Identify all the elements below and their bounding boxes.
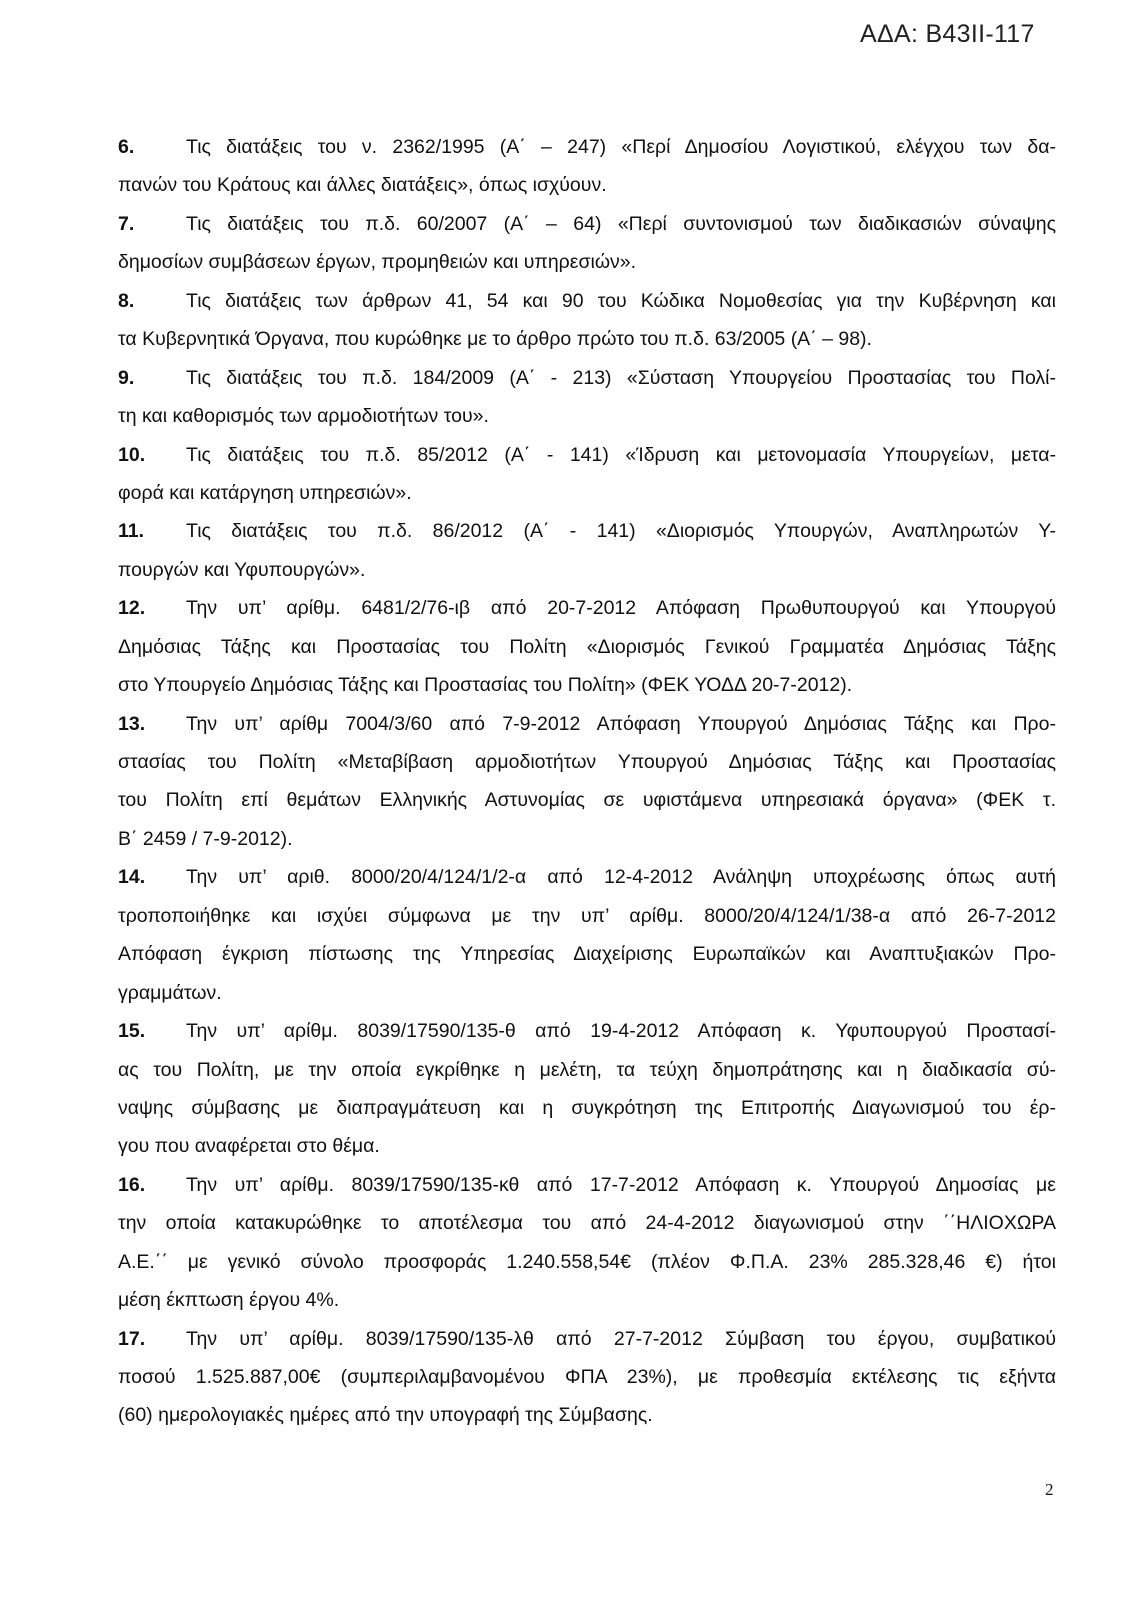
paragraph-text: Τις διατάξεις του π.δ. 86/2012 (Α΄ - 141) «Διορισμός Υπουργών, Αναπληρωτών Υ-: [186, 520, 1056, 543]
document-body: [118, 128, 1056, 1435]
text-line: [118, 666, 1056, 704]
text-line: [118, 551, 1056, 589]
paragraph-text: στο Υπουργείο Δημόσιας Τάξης και Προστασίας του Πολίτη» (ΦΕΚ ΥΟΔΔ 20-7-2012).: [118, 674, 853, 697]
text-line: [118, 1358, 1056, 1396]
paragraph-text: γου που αναφέρεται στο θέμα.: [118, 1135, 380, 1158]
paragraph-text: Τις διατάξεις των άρθρων 41, 54 και 90 του Κώδικα Νομοθεσίας για την Κυβέρνηση και: [186, 289, 1056, 312]
paragraph-text: Τις διατάξεις του ν. 2362/1995 (Α΄ – 247) «Περί Δημοσίου Λογιστικού, ελέγχου των δα-: [186, 136, 1056, 158]
text-line: [118, 397, 1056, 435]
numbered-paragraph: [118, 1320, 1056, 1435]
numbered-paragraph: [118, 205, 1056, 282]
paragraph-text: μέση έκπτωση έργου 4%.: [118, 1289, 340, 1312]
paragraph-text: τη και καθορισμός των αρμοδιοτήτων του».: [118, 405, 489, 428]
text-line: [118, 282, 1056, 320]
text-line: [118, 1089, 1056, 1127]
paragraph-text: τροποποιήθηκε και ισχύει σύμφωνα με την υπ’ αρίθμ. 8000/20/4/124/1/38-α από 26-7-2012: [118, 904, 1056, 927]
text-line: [118, 1127, 1056, 1165]
paragraph-number: 7.: [118, 212, 135, 235]
paragraph-number: 15.: [118, 1020, 146, 1043]
paragraph-text: Την υπ’ αρίθμ. 8039/17590/135-λθ από 27-7-2012 Σύμβαση του έργου, συμβατικού: [186, 1327, 1056, 1350]
text-line: [118, 359, 1056, 397]
text-line: [118, 858, 1056, 896]
paragraph-text: δημοσίων συμβάσεων έργων, προμηθειών και υπηρεσιών».: [118, 251, 637, 274]
paragraph-text: Τις διατάξεις του π.δ. 184/2009 (Α΄ - 213) «Σύσταση Υπουργείου Προστασίας του Πολί-: [186, 366, 1056, 389]
numbered-paragraph: [118, 1012, 1056, 1166]
numbered-paragraph: [118, 589, 1056, 704]
text-line: [118, 205, 1056, 243]
text-line: [118, 897, 1056, 935]
numbered-paragraph: [118, 1166, 1056, 1320]
paragraph-number: 9.: [118, 366, 135, 389]
paragraph-text: (60) ημερολογιακές ημέρες από την υπογραφή της Σύμβασης.: [118, 1404, 653, 1427]
paragraph-text: γραμμάτων.: [118, 981, 222, 1004]
numbered-paragraph: [118, 705, 1056, 859]
paragraph-text: την οποία κατακυρώθηκε το αποτέλεσμα του από 24-4-2012 διαγωνισμού στην ΄΄ΗΛΙΟΧΩΡΑ: [118, 1212, 1056, 1235]
paragraph-text: Α.Ε.΄΄ με γενικό σύνολο προσφοράς 1.240.558,54€ (πλέον Φ.Π.Α. 23% 285.328,46 €) ήτοι: [118, 1250, 1056, 1273]
paragraph-text: Τις διατάξεις του π.δ. 60/2007 (Α΄ – 64) «Περί συντονισμού των διαδικασιών σύναψης: [186, 212, 1056, 235]
numbered-paragraph: [118, 858, 1056, 1012]
text-line: [118, 743, 1056, 781]
paragraph-text: τα Κυβερνητικά Όργανα, που κυρώθηκε με το άρθρο πρώτο του π.δ. 63/2005 (Α΄ – 98).: [118, 328, 872, 351]
paragraph-text: στασίας του Πολίτη «Μεταβίβαση αρμοδιοτήτων Υπουργού Δημόσιας Τάξης και Προστασίας: [118, 751, 1056, 773]
paragraph-text: Β΄ 2459 / 7-9-2012).: [118, 827, 293, 850]
paragraph-text: Την υπ’ αρίθμ. 8039/17590/135-θ από 19-4-2012 Απόφαση κ. Υφυπουργού Προστασί-: [186, 1020, 1056, 1043]
text-line: [118, 1012, 1056, 1050]
paragraph-text: Απόφαση έγκριση πίστωσης της Υπηρεσίας Διαχείρισης Ευρωπαϊκών και Αναπτυξιακών Προ-: [118, 943, 1056, 966]
paragraph-number: 14.: [118, 866, 146, 889]
text-line: [118, 589, 1056, 627]
paragraph-text: Δημόσιας Τάξης και Προστασίας του Πολίτη «Διορισμός Γενικού Γραμματέα Δημόσιας Τάξης: [118, 635, 1056, 658]
paragraph-number: 10.: [118, 443, 146, 466]
paragraph-text: ας του Πολίτη, με την οποία εγκρίθηκε η μελέτη, τα τεύχη δημοπράτησης και η διαδικασία σύ-: [118, 1058, 1056, 1081]
paragraph-text: φορά και κατάργηση υπηρεσιών».: [118, 481, 412, 504]
text-line: [118, 1396, 1056, 1434]
text-line: [118, 474, 1056, 512]
text-line: [118, 243, 1056, 281]
text-line: [118, 820, 1056, 858]
text-line: [118, 166, 1056, 204]
paragraph-number: 13.: [118, 712, 146, 735]
numbered-paragraph: [118, 436, 1056, 513]
numbered-paragraph: [118, 359, 1056, 436]
numbered-paragraph: [118, 512, 1056, 589]
text-line: [118, 1204, 1056, 1242]
document-ada-code: ΑΔΑ: Β43ΙΙ-117: [860, 20, 1035, 48]
paragraph-number: 6.: [118, 136, 135, 158]
text-line: [118, 1166, 1056, 1204]
page-number: 2: [1045, 1480, 1054, 1499]
paragraph-text: πανών του Κράτους και άλλες διατάξεις», όπως ισχύουν.: [118, 174, 607, 197]
text-line: [118, 781, 1056, 819]
paragraph-text: Τις διατάξεις του π.δ. 85/2012 (Α΄ - 141) «Ίδρυση και μετονομασία Υπουργείων, μετα-: [186, 443, 1056, 466]
text-line: [118, 1281, 1056, 1319]
text-line: [118, 320, 1056, 358]
numbered-paragraph: [118, 282, 1056, 359]
text-line: [118, 628, 1056, 666]
paragraph-text: ναψης σύμβασης με διαπραγμάτευση και η συγκρότηση της Επιτροπής Διαγωνισμού του έρ-: [118, 1096, 1056, 1119]
paragraph-number: 17.: [118, 1327, 146, 1350]
text-line: [118, 1051, 1056, 1089]
numbered-paragraph: [118, 128, 1056, 205]
paragraph-text: Την υπ’ αριθ. 8000/20/4/124/1/2-α από 12-4-2012 Ανάληψη υποχρέωσης όπως αυτή: [186, 866, 1056, 889]
paragraph-text: Την υπ’ αρίθμ. 8039/17590/135-κθ από 17-7-2012 Απόφαση κ. Υπουργού Δημοσίας με: [186, 1173, 1056, 1196]
paragraph-number: 8.: [118, 289, 135, 312]
text-line: [118, 935, 1056, 973]
text-line: [118, 974, 1056, 1012]
text-line: [118, 512, 1056, 550]
paragraph-number: 12.: [118, 597, 146, 620]
paragraph-text: Την υπ’ αρίθμ 7004/3/60 από 7-9-2012 Απόφαση Υπουργού Δημόσιας Τάξης και Προ-: [186, 712, 1056, 735]
text-line: [118, 1243, 1056, 1281]
paragraph-number: 11.: [118, 520, 145, 543]
paragraph-text: πουργών και Υφυπουργών».: [118, 558, 366, 581]
paragraph-number: 16.: [118, 1173, 146, 1196]
text-line: [118, 436, 1056, 474]
text-line: [118, 705, 1056, 743]
paragraph-text: ποσού 1.525.887,00€ (συμπεριλαμβανομένου ΦΠΑ 23%), με προθεσμία εκτέλεσης τις εξήντα: [118, 1366, 1056, 1388]
paragraph-text: Την υπ’ αρίθμ. 6481/2/76-ιβ από 20-7-2012 Απόφαση Πρωθυπουργού και Υπουργού: [186, 597, 1056, 620]
text-line: [118, 1320, 1056, 1358]
paragraph-text: του Πολίτη επί θεμάτων Ελληνικής Αστυνομίας σε υφιστάμενα υπηρεσιακά όργανα» (ΦΕΚ τ.: [118, 789, 1056, 812]
text-line: [118, 128, 1056, 166]
